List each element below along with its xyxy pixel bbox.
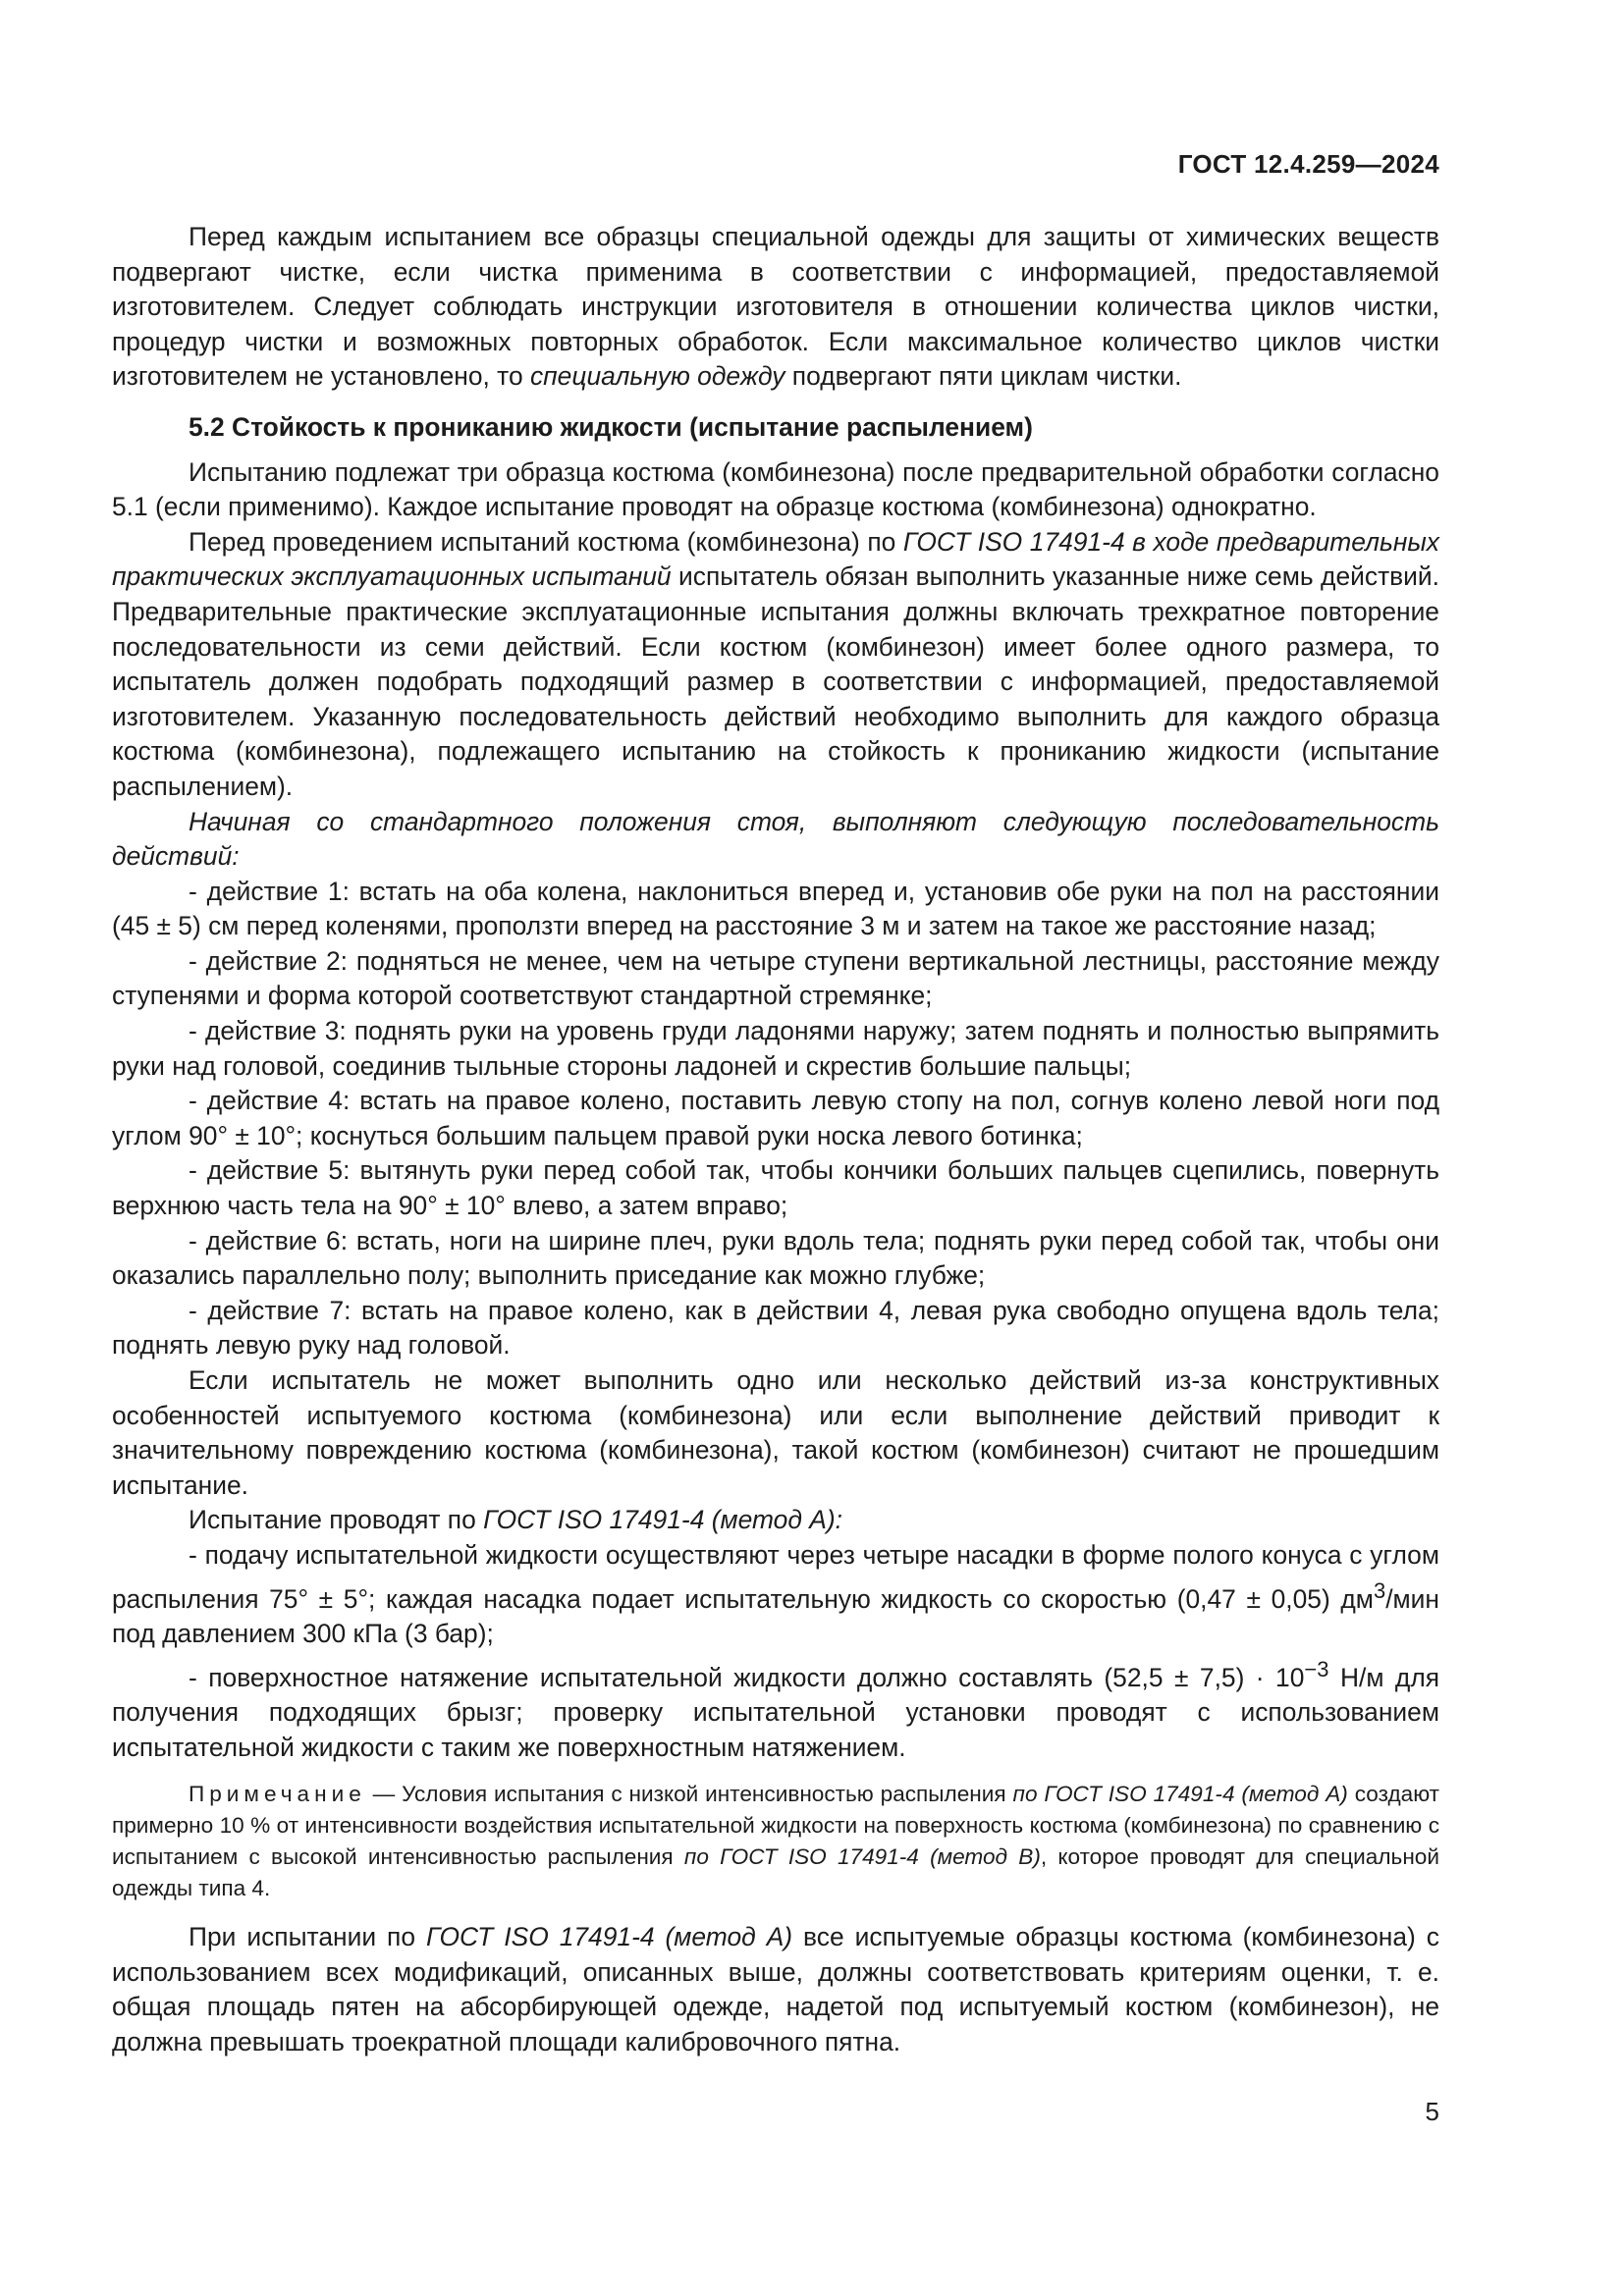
action-item: - действие 3: поднять руки на уровень груди ладонями наружу; затем поднять и полностью выпрямить руки над головой, соединив тыльные стороны ладоней и скрестив большие пальцы; [112, 1016, 1439, 1081]
document-code-header: ГОСТ 12.4.259—2024 [1177, 149, 1439, 179]
action-item: - действие 7: встать на правое колено, как в действии 4, левая рука свободно опущена вдоль тела; поднять левую руку над головой. [112, 1295, 1439, 1361]
paragraph-preliminary-tests: Перед проведением испытаний костюма (комбинезона) по ГОСТ ISO 17491-4 в ходе предварительных практических эксплуатационных испытаний испытатель обязан выполнить указанные ниже семь действий. Предварительные практические эксплуатационные испытания должны включать трехкратное повторение последовательности из семи действий. Если костюм (комбинезон) имеет более одного размера, то испытатель должен подобрать подходящий размер в соответствии с информацией, предоставляемой изготовителем. Указанную последовательность действий необходимо выполнить для каждого образца костюма (комбинезона), подлежащего испытанию на стойкость к прониканию жидкости (испытание распылением). [112, 526, 1439, 801]
paragraph-failure: Если испытатель не может выполнить одно или несколько действий из-за конструктивных особенностей испытуемого костюма (комбинезона) или если выполнение действий приводит к значительному повреждению костюма (комбинезона), такой костюм (комбинезон) считают не прошедшим испытание. [112, 1365, 1439, 1500]
paragraph-samples: Испытанию подлежат три образца костюма (комбинезона) после предварительной обработки согласно 5.1 (если применимо). Каждое испытание проводят на образце костюма (комбинезона) однократно. [112, 456, 1439, 522]
action-item: - действие 2: подняться не менее, чем на четыре ступени вертикальной лестницы, расстояние между ступенями и форма которой соответствуют стандартной стремянке; [112, 945, 1439, 1011]
paragraph-sequence-intro: Начиная со стандартного положения стоя, выполняют следующую последовательность действий: [112, 806, 1439, 872]
section-heading-5-2: 5.2 Стойкость к прониканию жидкости (испытание распылением) [189, 411, 1033, 442]
paragraph-method-a: Испытание проводят по ГОСТ ISO 17491-4 (метод А): [189, 1505, 842, 1535]
paragraph-cleaning: Перед каждым испытанием все образцы специальной одежды для защиты от химических веществ подвергают чистке, если чистка применима в соответствии с информацией, предоставляемой изготовителем. Следует соблюдать инструкции изготовителя в отношении количества циклов чистки, процедур чистки и возможных повторных обработок. Если максимальное количество циклов чистки изготовителем не установлено, то специальную одежду подвергают пяти циклам чистки. [112, 222, 1439, 392]
paragraph-nozzles: - подачу испытательной жидкости осуществляют через четыре насадки в форме полого конуса с углом распыления 75° ± 5°; каждая насадка подает испытательную жидкость со скоростью (0,47 ± 0,05) $дм^3$/мин под давлением 300 кПа (3 бар); [112, 1539, 1439, 1648]
action-item: - действие 4: встать на правое колено, поставить левую стопу на пол, согнув колено левой ноги под углом 90° ± 10°; коснуться большим пальцем правой руки носка левого ботинка; [112, 1086, 1439, 1150]
note-label: Примечание [189, 1782, 366, 1807]
action-item: - действие 5: вытянуть руки перед собой так, чтобы кончики больших пальцев сцепились, повернуть верхнюю часть тела на 90° ± 10° влево, а затем вправо; [112, 1155, 1439, 1221]
page-number: 5 [1425, 2097, 1439, 2126]
action-item: - действие 1: встать на оба колена, наклониться вперед и, установив обе руки на пол на расстоянии (45 ± 5) см перед коленями, проползти вперед на расстояние 3 м и затем на такое же расстояние назад; [112, 876, 1439, 941]
document-body [112, 220, 1439, 2060]
action-item: - действие 6: встать, ноги на ширине плеч, руки вдоль тела; поднять руки перед собой так, чтобы они оказались параллельно полу; выполнить приседание как можно глубже; [112, 1225, 1439, 1291]
note-block: Примечание — Условия испытания с низкой интенсивностью распыления по ГОСТ ISO 17491-4 (метод А) создают примерно 10 % от интенсивности воздействия испытательной жидкости на поверхность костюма (комбинезона) по сравнению с испытанием с высокой интенсивностью распыления по ГОСТ ISO 17491-4 (метод В), которое проводят для специальной одежды типа 4. [112, 1782, 1439, 1901]
paragraph-criteria: При испытании по ГОСТ ISO 17491-4 (метод А) все испытуемые образцы костюма (комбинезона) с использованием всех модификаций, описанных выше, должны соответствовать критериям оценки, т. е. общая площадь пятен на абсорбирующей одежде, надетой под испытуемый костюм (комбинезон), не должна превышать троекратной площади калибровочного пятна. [112, 1922, 1439, 2056]
paragraph-surface-tension: - поверхностное натяжение испытательной жидкости должно составлять $(52,5 \pm 7,5) \cdot 10^{-3}$ Н/м для получения подходящих брызг; проверку испытательной установки проводят с использованием испытательной жидкости с таким же поверхностным натяжением. [112, 1656, 1440, 1762]
